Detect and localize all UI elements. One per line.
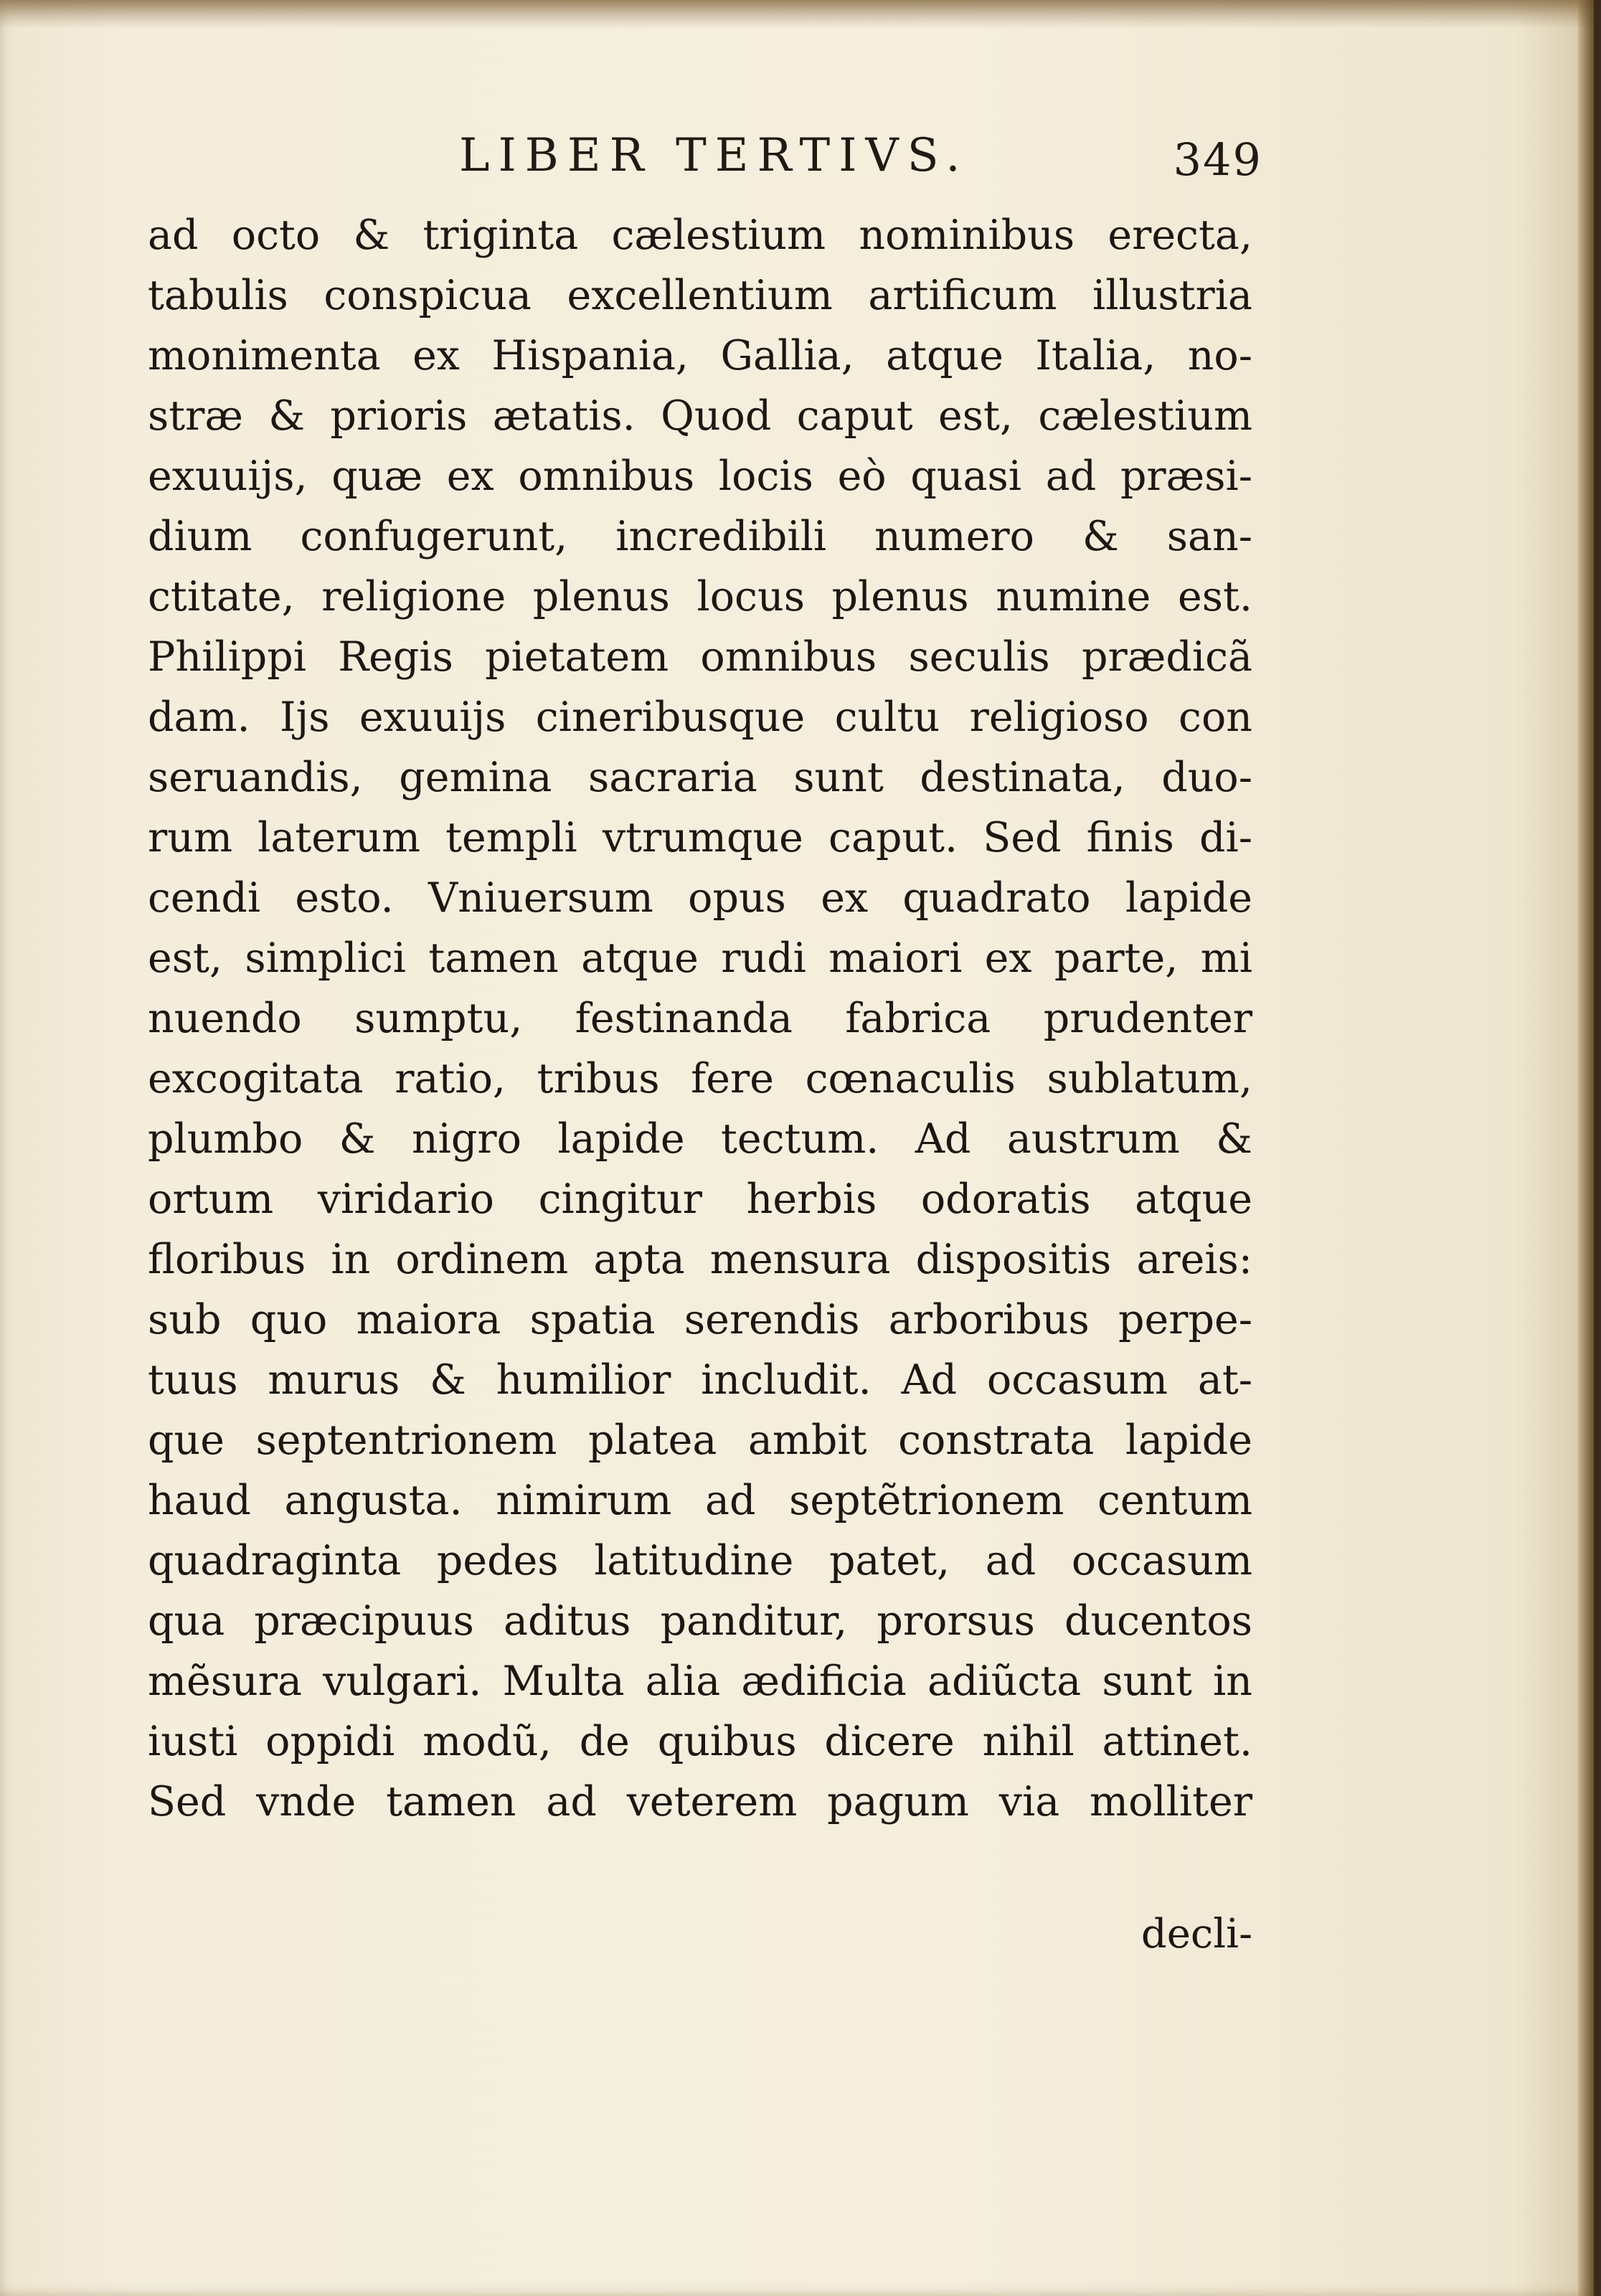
text-line: ctitate, religione plenus locus plenus numine est. [148, 573, 1252, 620]
text-line: floribus in ordinem apta mensura dispositis areis: [148, 1236, 1252, 1283]
text-line: tuus murus & humilior includit. Ad occasum at- [148, 1356, 1252, 1404]
text-line: nuendo sumptu, festinanda fabrica prudenter [148, 995, 1252, 1042]
text-line: ad octo & triginta cælestium nominibus erecta, [148, 212, 1252, 259]
text-line: stræ & prioris ætatis. Quod caput est, cælestium [148, 392, 1252, 440]
page-top-edge [0, 0, 1594, 29]
text-line: haud angusta. nimirum ad septẽtrionem centum [148, 1477, 1252, 1524]
text-line: qua præcipuus aditus panditur, prorsus ducentos [148, 1597, 1252, 1645]
text-line: Philippi Regis pietatem omnibus seculis prædicã [148, 633, 1252, 681]
body-text [148, 205, 1252, 1832]
text-line: que septentrionem platea ambit constrata lapide [148, 1417, 1252, 1464]
text-line: seruandis, gemina sacraria sunt destinata, duo- [148, 754, 1252, 801]
text-line: est, simplici tamen atque rudi maiori ex parte, mi [148, 935, 1252, 982]
running-title: LIBER TERTIVS. [459, 129, 969, 182]
text-line: excogitata ratio, tribus fere cœnaculis sublatum, [148, 1055, 1252, 1102]
page-right-edge [1578, 0, 1594, 2296]
text-line: rum laterum templi vtrumque caput. Sed finis di- [148, 814, 1252, 861]
text-line: dam. Ijs exuuijs cineribusque cultu religioso con [148, 694, 1252, 741]
text-line: ortum viridario cingitur herbis odoratis atque [148, 1176, 1252, 1223]
text-line: Sed vnde tamen ad veterem pagum via molliter [148, 1778, 1252, 1825]
folio-number: 349 [1173, 133, 1262, 186]
text-line: plumbo & nigro lapide tectum. Ad austrum & [148, 1115, 1252, 1163]
text-line: cendi esto. Vniuersum opus ex quadrato lapide [148, 874, 1252, 922]
text-line: exuuijs, quæ ex omnibus locis eò quasi ad præsi- [148, 453, 1252, 500]
text-line: sub quo maiora spatia serendis arboribus perpe- [148, 1296, 1252, 1343]
catchword: decli- [1140, 1911, 1252, 1957]
text-line: monimenta ex Hispania, Gallia, atque Italia, no- [148, 332, 1252, 379]
text-line: dium confugerunt, incredibili numero & san- [148, 513, 1252, 560]
text-line: iusti oppidi modũ, de quibus dicere nihil attinet. [148, 1718, 1252, 1765]
text-line: quadraginta pedes latitudine patet, ad occasum [148, 1537, 1252, 1584]
text-line: tabulis conspicua excellentium artificum illustria [148, 272, 1252, 319]
page-header [143, 122, 1262, 194]
text-line: mẽsura vulgari. Multa alia ædificia adiũcta sunt in [148, 1658, 1252, 1705]
